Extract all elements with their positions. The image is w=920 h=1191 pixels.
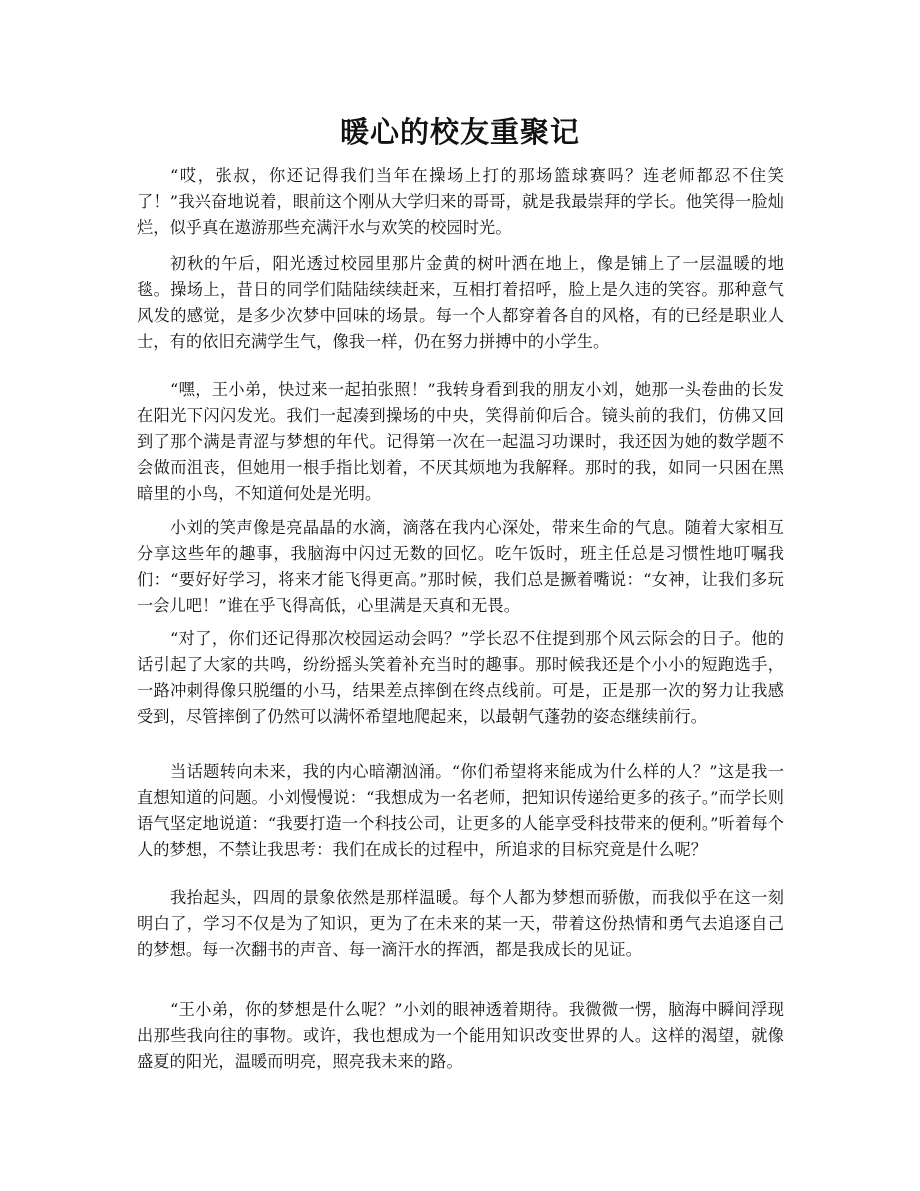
document-title: 暖心的校友重聚记 xyxy=(339,115,580,149)
paragraph-4: 小刘的笑声像是亮晶晶的水滴，滴落在我内心深处，带来生命的气息。随着大家相互分享这些年的趣事，我脑海中闪过无数的回忆。吃午饭时，班主任总是习惯性地叮嘱我们：“要好好学习，将来才能飞得更高。”那时候，我们总是撅着嘴说：“女神，让我们多玩一会儿吧！”谁在乎飞得高低，心里满是天真和无畏。 xyxy=(137,518,784,615)
paragraph-6: 当话题转向未来，我的内心暗潮汹涌。“你们希望将来能成为什么样的人？”这是我一直想知道的问题。小刘慢慢说：“我想成为一名老师，把知识传递给更多的孩子。”而学长则语气坚定地说道：“我要打造一个科技公司，让更多的人能享受科技带来的便利。”听着每个人的梦想，不禁让我思考：我们在成长的过程中，所追求的目标究竟是什么呢？ xyxy=(137,762,784,859)
paragraph-5: “对了，你们还记得那次校园运动会吗？”学长忍不住提到那个风云际会的日子。他的话引起了大家的共鸣，纷纷摇头笑着补充当时的趣事。那时候我还是个小小的短跑选手，一路冲刺得像只脱缰的小马，结果差点摔倒在终点线前。可是，正是那一次的努力让我感受到，尽管摔倒了仍然可以满怀希望地爬起来，以最朝气蓬勃的姿态继续前行。 xyxy=(137,629,784,726)
paragraph-7: 我抬起头，四周的景象依然是那样温暖。每个人都为梦想而骄傲，而我似乎在这一刻明白了，学习不仅是为了知识，更为了在未来的某一天，带着这份热情和勇气去追逐自己的梦想。每一次翻书的声音、每一滴汗水的挥洒，都是我成长的见证。 xyxy=(137,888,784,959)
paragraph-1: “哎，张叔，你还记得我们当年在操场上打的那场篮球赛吗？连老师都忍不住笑了！”我兴奋地说着，眼前这个刚从大学归来的哥哥，就是我最崇拜的学长。他笑得一脸灿烂，似乎真在遨游那些充满汗水与欢笑的校园时光。 xyxy=(137,166,784,237)
paragraph-3: “嘿，王小弟，快过来一起拍张照！”我转身看到我的朋友小刘，她那一头卷曲的长发在阳光下闪闪发光。我们一起凑到操场的中央，笑得前仰后合。镜头前的我们，仿佛又回到了那个满是青涩与梦想的年代。记得第一次在一起温习功课时，我还因为她的数学题不会做而沮丧，但她用一根手指比划着，不厌其烦地为我解释。那时的我，如同一只困在黑暗里的小鸟，不知道何处是光明。 xyxy=(137,380,784,503)
paragraph-8: “王小弟，你的梦想是什么呢？”小刘的眼神透着期待。我微微一愣，脑海中瞬间浮现出那些我向往的事物。或许，我也想成为一个能用知识改变世界的人。这样的渴望，就像盛夏的阳光，温暖而明亮，照亮我未来的路。 xyxy=(137,1000,784,1071)
paragraph-2: 初秋的午后，阳光透过校园里那片金黄的树叶洒在地上，像是铺上了一层温暖的地毯。操场上，昔日的同学们陆陆续续赶来，互相打着招呼，脸上是久违的笑容。那种意气风发的感觉，是多少次梦中回味的场景。每一个人都穿着各自的风格，有的已经是职业人士，有的依旧充满学生气，像我一样，仍在努力拼搏中的小学生。 xyxy=(137,254,784,351)
